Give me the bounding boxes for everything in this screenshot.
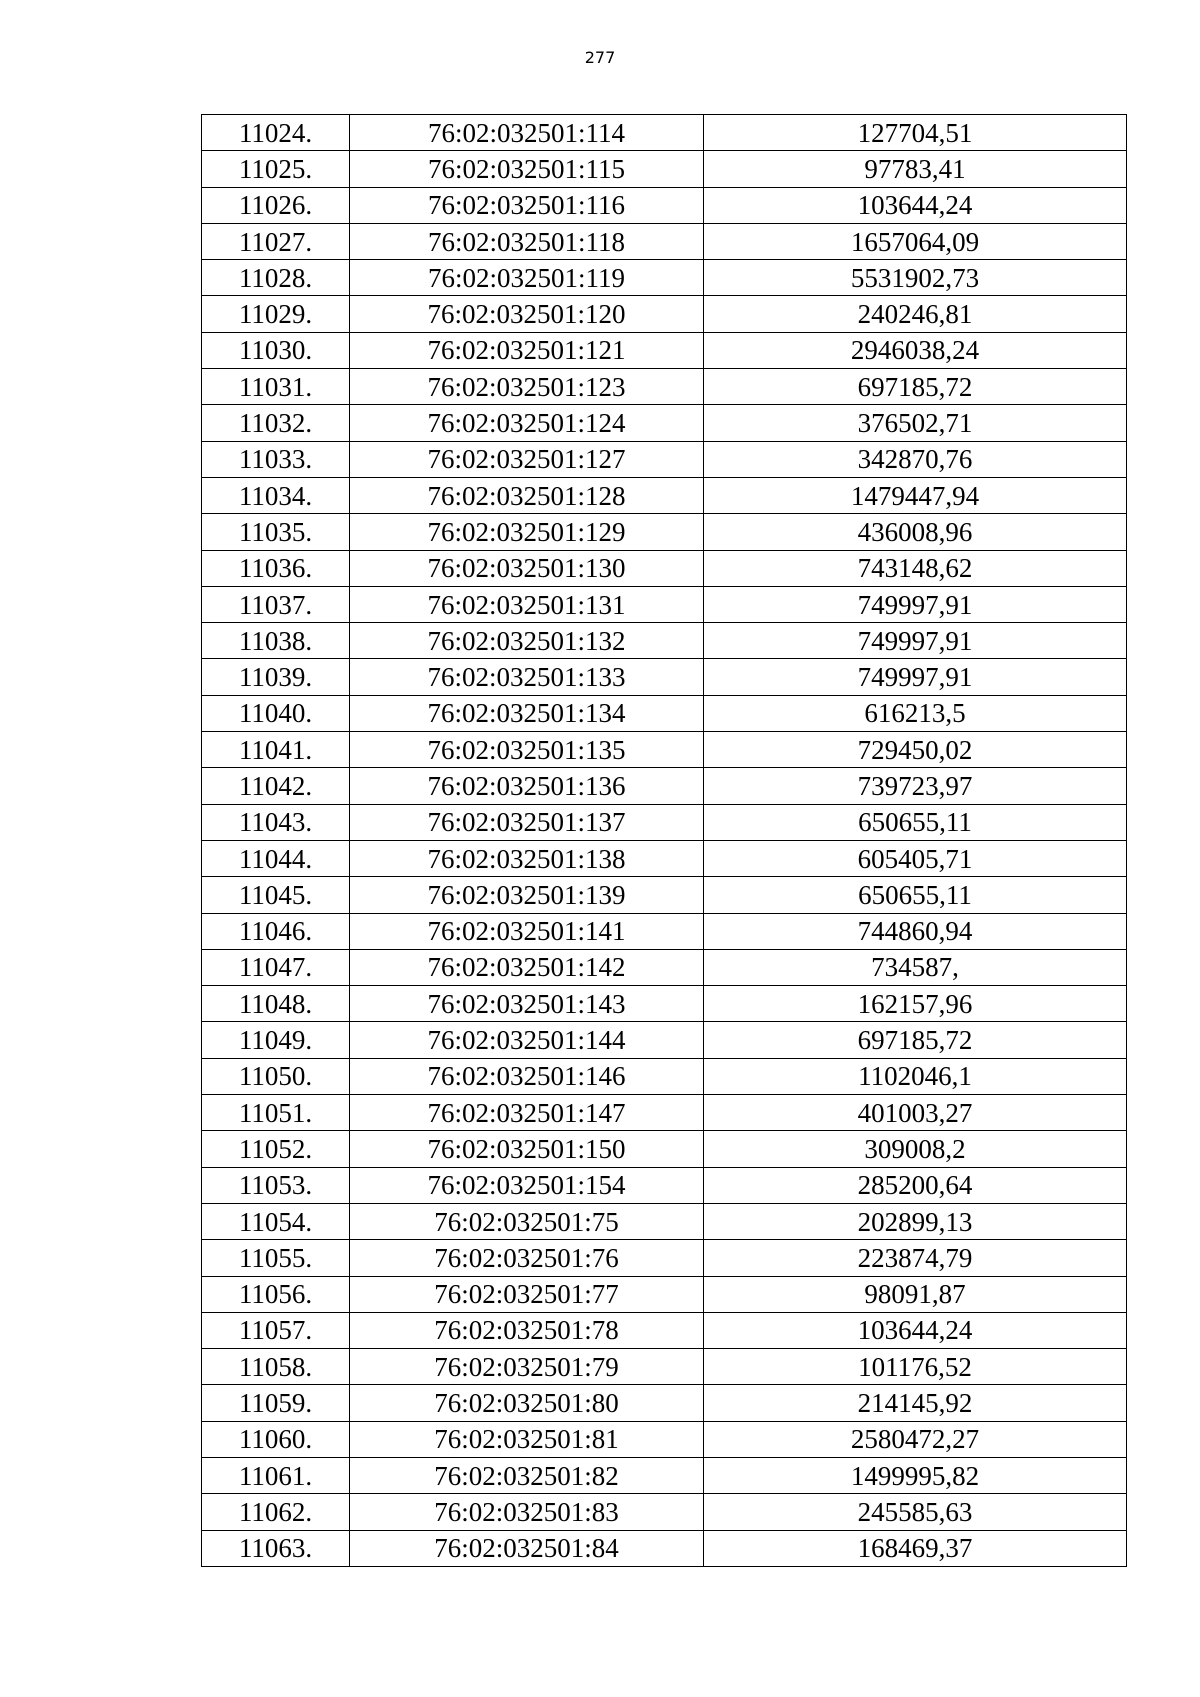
cadastral-number-cell: 76:02:032501:79	[350, 1349, 704, 1385]
row-number-cell: 11040.	[202, 695, 350, 731]
row-number-cell: 11026.	[202, 187, 350, 223]
cadastral-number-cell: 76:02:032501:76	[350, 1240, 704, 1276]
value-cell: 1499995,82	[704, 1457, 1127, 1493]
cadastral-number-cell: 76:02:032501:118	[350, 223, 704, 259]
row-number-cell: 11049.	[202, 1022, 350, 1058]
row-number-cell: 11054.	[202, 1203, 350, 1239]
table-row	[202, 1167, 1127, 1203]
cadastral-number-cell: 76:02:032501:127	[350, 441, 704, 477]
row-number-cell: 11046.	[202, 913, 350, 949]
cadastral-number-cell: 76:02:032501:144	[350, 1022, 704, 1058]
row-number-cell: 11039.	[202, 659, 350, 695]
table-row	[202, 1131, 1127, 1167]
table-row	[202, 1421, 1127, 1457]
cadastral-number-cell: 76:02:032501:146	[350, 1058, 704, 1094]
cadastral-number-cell: 76:02:032501:83	[350, 1494, 704, 1530]
table-row	[202, 514, 1127, 550]
value-cell: 616213,5	[704, 695, 1127, 731]
value-cell: 697185,72	[704, 1022, 1127, 1058]
cadastral-number-cell: 76:02:032501:81	[350, 1421, 704, 1457]
value-cell: 749997,91	[704, 586, 1127, 622]
cadastral-number-cell: 76:02:032501:142	[350, 949, 704, 985]
table-row	[202, 260, 1127, 296]
data-table	[201, 114, 1127, 1567]
row-number-cell: 11032.	[202, 405, 350, 441]
table-row	[202, 1276, 1127, 1312]
table-row	[202, 913, 1127, 949]
cadastral-number-cell: 76:02:032501:119	[350, 260, 704, 296]
table-row	[202, 369, 1127, 405]
row-number-cell: 11030.	[202, 332, 350, 368]
cadastral-number-cell: 76:02:032501:133	[350, 659, 704, 695]
table-row	[202, 1203, 1127, 1239]
cadastral-number-cell: 76:02:032501:78	[350, 1312, 704, 1348]
row-number-cell: 11048.	[202, 986, 350, 1022]
table-row	[202, 405, 1127, 441]
row-number-cell: 11027.	[202, 223, 350, 259]
table-row	[202, 1385, 1127, 1421]
cadastral-number-cell: 76:02:032501:130	[350, 550, 704, 586]
table-row	[202, 1022, 1127, 1058]
cadastral-number-cell: 76:02:032501:136	[350, 768, 704, 804]
value-cell: 2580472,27	[704, 1421, 1127, 1457]
cadastral-number-cell: 76:02:032501:75	[350, 1203, 704, 1239]
value-cell: 734587,	[704, 949, 1127, 985]
table-row	[202, 659, 1127, 695]
value-cell: 650655,11	[704, 877, 1127, 913]
cadastral-number-cell: 76:02:032501:116	[350, 187, 704, 223]
row-number-cell: 11041.	[202, 732, 350, 768]
row-number-cell: 11059.	[202, 1385, 350, 1421]
cadastral-number-cell: 76:02:032501:154	[350, 1167, 704, 1203]
cadastral-number-cell: 76:02:032501:134	[350, 695, 704, 731]
value-cell: 1657064,09	[704, 223, 1127, 259]
value-cell: 101176,52	[704, 1349, 1127, 1385]
value-cell: 1102046,1	[704, 1058, 1127, 1094]
cadastral-number-cell: 76:02:032501:137	[350, 804, 704, 840]
row-number-cell: 11036.	[202, 550, 350, 586]
cadastral-number-cell: 76:02:032501:131	[350, 586, 704, 622]
row-number-cell: 11053.	[202, 1167, 350, 1203]
row-number-cell: 11061.	[202, 1457, 350, 1493]
cadastral-number-cell: 76:02:032501:84	[350, 1530, 704, 1566]
cadastral-number-cell: 76:02:032501:115	[350, 151, 704, 187]
table-row	[202, 768, 1127, 804]
value-cell: 127704,51	[704, 115, 1127, 151]
table-row	[202, 732, 1127, 768]
table-row	[202, 1240, 1127, 1276]
cadastral-number-cell: 76:02:032501:138	[350, 840, 704, 876]
row-number-cell: 11058.	[202, 1349, 350, 1385]
row-number-cell: 11047.	[202, 949, 350, 985]
value-cell: 240246,81	[704, 296, 1127, 332]
table-row	[202, 332, 1127, 368]
row-number-cell: 11051.	[202, 1095, 350, 1131]
table-row	[202, 1058, 1127, 1094]
cadastral-number-cell: 76:02:032501:114	[350, 115, 704, 151]
cadastral-number-cell: 76:02:032501:120	[350, 296, 704, 332]
row-number-cell: 11042.	[202, 768, 350, 804]
cadastral-number-cell: 76:02:032501:82	[350, 1457, 704, 1493]
value-cell: 214145,92	[704, 1385, 1127, 1421]
value-cell: 103644,24	[704, 187, 1127, 223]
value-cell: 697185,72	[704, 369, 1127, 405]
cadastral-number-cell: 76:02:032501:143	[350, 986, 704, 1022]
cadastral-number-cell: 76:02:032501:150	[350, 1131, 704, 1167]
row-number-cell: 11037.	[202, 586, 350, 622]
table-row	[202, 1095, 1127, 1131]
table-row	[202, 441, 1127, 477]
row-number-cell: 11033.	[202, 441, 350, 477]
row-number-cell: 11045.	[202, 877, 350, 913]
value-cell: 309008,2	[704, 1131, 1127, 1167]
table-row	[202, 804, 1127, 840]
value-cell: 342870,76	[704, 441, 1127, 477]
value-cell: 97783,41	[704, 151, 1127, 187]
table-row	[202, 151, 1127, 187]
cadastral-number-cell: 76:02:032501:132	[350, 623, 704, 659]
table-row	[202, 949, 1127, 985]
value-cell: 245585,63	[704, 1494, 1127, 1530]
value-cell: 729450,02	[704, 732, 1127, 768]
row-number-cell: 11062.	[202, 1494, 350, 1530]
table-row	[202, 695, 1127, 731]
row-number-cell: 11031.	[202, 369, 350, 405]
table-row	[202, 877, 1127, 913]
value-cell: 650655,11	[704, 804, 1127, 840]
row-number-cell: 11029.	[202, 296, 350, 332]
row-number-cell: 11055.	[202, 1240, 350, 1276]
value-cell: 5531902,73	[704, 260, 1127, 296]
value-cell: 436008,96	[704, 514, 1127, 550]
table-row	[202, 550, 1127, 586]
table-row	[202, 986, 1127, 1022]
cadastral-number-cell: 76:02:032501:128	[350, 477, 704, 513]
row-number-cell: 11050.	[202, 1058, 350, 1094]
table-row	[202, 623, 1127, 659]
row-number-cell: 11060.	[202, 1421, 350, 1457]
table-row	[202, 1349, 1127, 1385]
value-cell: 749997,91	[704, 659, 1127, 695]
row-number-cell: 11028.	[202, 260, 350, 296]
value-cell: 605405,71	[704, 840, 1127, 876]
table-body	[202, 115, 1127, 1567]
cadastral-number-cell: 76:02:032501:147	[350, 1095, 704, 1131]
row-number-cell: 11025.	[202, 151, 350, 187]
row-number-cell: 11038.	[202, 623, 350, 659]
row-number-cell: 11063.	[202, 1530, 350, 1566]
value-cell: 739723,97	[704, 768, 1127, 804]
value-cell: 376502,71	[704, 405, 1127, 441]
cadastral-number-cell: 76:02:032501:135	[350, 732, 704, 768]
table-row	[202, 187, 1127, 223]
table-row	[202, 586, 1127, 622]
row-number-cell: 11056.	[202, 1276, 350, 1312]
table-row	[202, 477, 1127, 513]
table-row	[202, 1530, 1127, 1566]
table-row	[202, 1494, 1127, 1530]
row-number-cell: 11034.	[202, 477, 350, 513]
table-row	[202, 1312, 1127, 1348]
value-cell: 103644,24	[704, 1312, 1127, 1348]
table-row	[202, 296, 1127, 332]
page-number: 277	[584, 48, 616, 67]
value-cell: 2946038,24	[704, 332, 1127, 368]
row-number-cell: 11044.	[202, 840, 350, 876]
row-number-cell: 11043.	[202, 804, 350, 840]
value-cell: 285200,64	[704, 1167, 1127, 1203]
row-number-cell: 11052.	[202, 1131, 350, 1167]
table-row	[202, 1457, 1127, 1493]
cadastral-number-cell: 76:02:032501:121	[350, 332, 704, 368]
value-cell: 1479447,94	[704, 477, 1127, 513]
table-row	[202, 115, 1127, 151]
value-cell: 168469,37	[704, 1530, 1127, 1566]
cadastral-number-cell: 76:02:032501:141	[350, 913, 704, 949]
cadastral-number-cell: 76:02:032501:80	[350, 1385, 704, 1421]
row-number-cell: 11035.	[202, 514, 350, 550]
cadastral-number-cell: 76:02:032501:123	[350, 369, 704, 405]
cadastral-number-cell: 76:02:032501:139	[350, 877, 704, 913]
row-number-cell: 11024.	[202, 115, 350, 151]
value-cell: 98091,87	[704, 1276, 1127, 1312]
value-cell: 744860,94	[704, 913, 1127, 949]
cadastral-number-cell: 76:02:032501:124	[350, 405, 704, 441]
table-row	[202, 840, 1127, 876]
value-cell: 162157,96	[704, 986, 1127, 1022]
table-row	[202, 223, 1127, 259]
cadastral-number-cell: 76:02:032501:129	[350, 514, 704, 550]
value-cell: 743148,62	[704, 550, 1127, 586]
value-cell: 223874,79	[704, 1240, 1127, 1276]
value-cell: 401003,27	[704, 1095, 1127, 1131]
value-cell: 202899,13	[704, 1203, 1127, 1239]
value-cell: 749997,91	[704, 623, 1127, 659]
row-number-cell: 11057.	[202, 1312, 350, 1348]
cadastral-number-cell: 76:02:032501:77	[350, 1276, 704, 1312]
